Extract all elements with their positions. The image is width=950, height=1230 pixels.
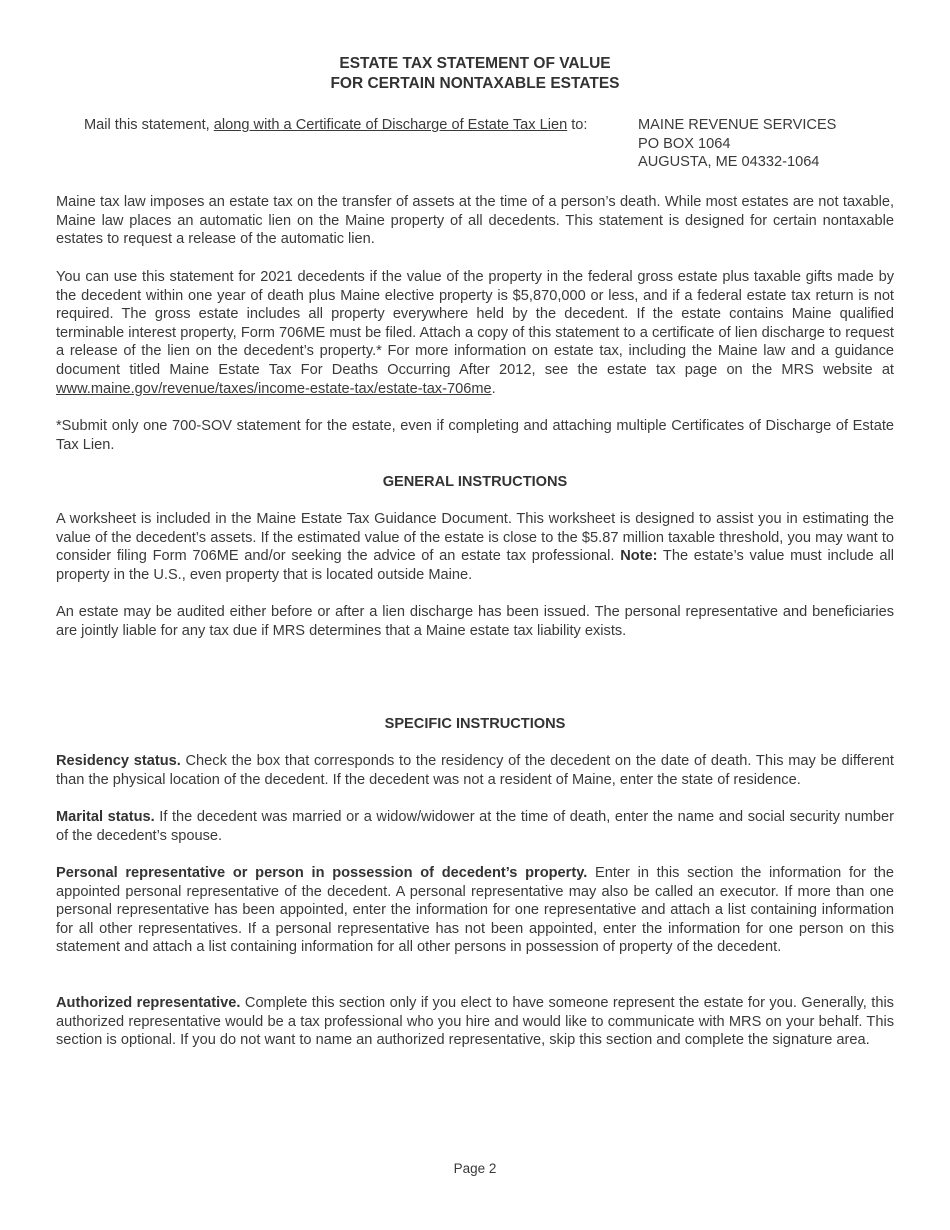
mail-prefix: Mail this statement,	[84, 117, 214, 133]
address-line-2: PO BOX 1064	[638, 135, 731, 152]
general-p1-text: A worksheet is included in the Maine Estate Tax Guidance Document. This worksheet is designed to assist you in estimating the value of the decedent’s assets. If the estimated value of the estate is close to the $5.87 million taxable threshold, you may want to consider filing Form 706ME and/or seeking the advice of an estate tax professional.	[56, 511, 894, 565]
intro-paragraph-1: Maine tax law imposes an estate tax on the transfer of assets at the time of a person’s death. While most estates are not taxable, Maine law places an automatic lien on the Maine property of all decedents. This statement is designed for certain nontaxable estates to request a release of the automatic lien.	[56, 194, 894, 248]
specific-instructions-heading: SPECIFIC INSTRUCTIONS	[384, 716, 566, 732]
marital-status-text: If the decedent was married or a widow/widower at the time of death, enter the name and social security number of the decedent’s spouse.	[56, 809, 894, 844]
intro-p2-end: .	[491, 380, 496, 397]
general-paragraph-2: An estate may be audited either before or after a lien discharge has been issued. The personal representative and beneficiaries are jointly liable for any tax due if MRS determines that a Maine estate tax liability exists.	[56, 604, 894, 639]
residency-status-paragraph	[56, 752, 894, 789]
address-line-3: AUGUSTA, ME 04332-1064	[638, 154, 820, 171]
general-p1-note: The estate’s value must include all property in the U.S., even property that is located outside Maine.	[56, 548, 894, 583]
intro-p2-text: You can use this statement for 2021 decedents if the value of the property in the federal gross estate plus taxable gifts made by the decedent within one year of death plus Maine elective property is $5,870,000 or less, and if a federal estate tax return is not required. The gross estate includes all property everywhere held by the decedent. If the estate contains Maine qualified terminable interest property, Form 706ME must be filed. Attach a copy of this statement to a certificate of lien discharge to request a release of the lien on the decedent’s property.* For more information on estate tax, including the Maine law and a guidance document titled Maine Estate Tax For Deaths Occurring After 2012, see the estate tax page on the MRS website at	[56, 269, 894, 378]
intro-paragraph-2	[56, 268, 894, 398]
residency-status-text: Check the box that corresponds to the residency of the decedent on the date of death. This may be different than the physical location of the decedent. If the decedent was not a resident of Maine, enter the state of residence.	[56, 753, 894, 788]
mail-suffix: to:	[567, 117, 588, 133]
mailing-address	[638, 116, 836, 172]
authorized-representative-paragraph	[56, 994, 894, 1050]
note-label: Note:	[620, 548, 658, 565]
residency-status-label: Residency status.	[56, 753, 181, 769]
personal-representative-paragraph	[56, 864, 894, 957]
mail-underlined-text: along with a Certificate of Discharge of Estate Tax Lien	[213, 117, 568, 133]
marital-status-paragraph	[56, 808, 894, 845]
title-line-2: FOR CERTAIN NONTAXABLE ESTATES	[330, 75, 620, 92]
personal-representative-text: Enter in this section the information for the appointed personal representative of the decedent. A personal representative may also be called an executor. If more than one personal representative has been appointed, enter the information for one representative and attach a list containing information for all other representatives. If a personal representative has not been appointed, enter the information for one person on this statement and attach a list containing information for all other persons in possession of property of the decedent.	[56, 865, 894, 956]
general-instructions-heading: GENERAL INSTRUCTIONS	[382, 474, 568, 490]
title-line-1: ESTATE TAX STATEMENT OF VALUE	[339, 55, 611, 72]
address-line-1: MAINE REVENUE SERVICES	[638, 117, 837, 133]
personal-representative-label: Personal representative or person in possession of decedent’s property.	[56, 865, 588, 881]
authorized-representative-text: Complete this section only if you elect to have someone represent the estate for you. Generally, this authorized representative would be a tax professional who you hire and would like to communicate with MRS on your behalf. This section is optional. If you do not want to name an authorized representative, skip this section and complete the signature area.	[56, 995, 894, 1049]
page-number: Page 2	[453, 1161, 497, 1176]
document-title	[56, 54, 894, 94]
intro-paragraph-3: *Submit only one 700-SOV statement for the estate, even if completing and attaching multiple Certificates of Discharge of Estate Tax Lien.	[56, 418, 894, 453]
marital-status-label: Marital status.	[56, 809, 155, 825]
mailing-instructions	[56, 116, 894, 174]
mail-instruction-text	[84, 116, 587, 135]
authorized-representative-label: Authorized representative.	[56, 995, 241, 1011]
estate-tax-website-link[interactable]: www.maine.gov/revenue/taxes/income-estate-tax/estate-tax-706me	[56, 380, 492, 397]
general-paragraph-1	[56, 510, 894, 584]
